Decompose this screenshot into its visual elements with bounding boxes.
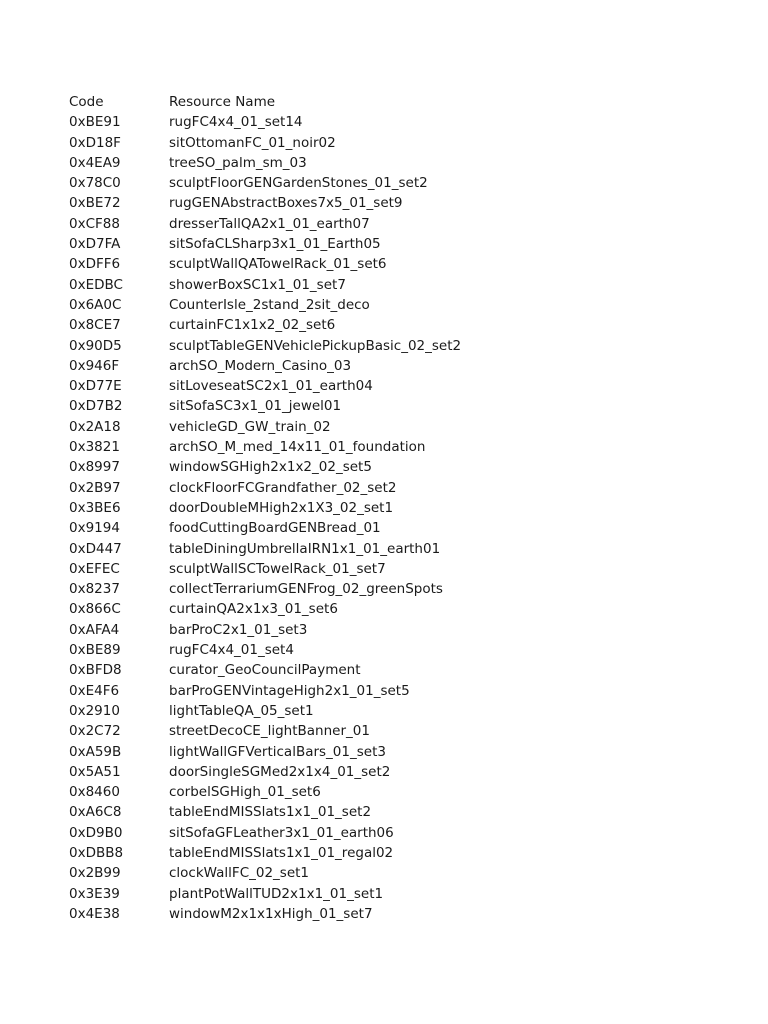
resource-name-cell: barProGENVintageHigh2x1_01_set5 xyxy=(169,682,410,699)
table-row xyxy=(69,884,669,904)
table-row xyxy=(69,234,669,254)
code-cell: 0x8460 xyxy=(69,784,120,801)
table-row xyxy=(69,254,669,274)
table-body xyxy=(69,112,669,924)
resource-name-cell: sculptWallQATowelRack_01_set6 xyxy=(169,256,387,273)
code-cell: 0xCF88 xyxy=(69,215,120,232)
code-cell: 0x78C0 xyxy=(69,175,121,192)
code-cell: 0xD7FA xyxy=(69,236,121,253)
code-cell: 0xEDBC xyxy=(69,276,123,293)
table-row xyxy=(69,823,669,843)
resource-name-cell: treeSO_palm_sm_03 xyxy=(169,154,307,171)
code-cell: 0xBE91 xyxy=(69,114,121,131)
table-row xyxy=(69,193,669,213)
table-row xyxy=(69,904,669,924)
table-row xyxy=(69,478,669,498)
resource-name-cell: windowM2x1x1xHigh_01_set7 xyxy=(169,905,373,922)
resource-name-cell: dresserTallQA2x1_01_earth07 xyxy=(169,215,370,232)
resource-name-cell: curator_GeoCouncilPayment xyxy=(169,662,361,679)
resource-name-cell: windowSGHigh2x1x2_02_set5 xyxy=(169,459,372,476)
table-row xyxy=(69,802,669,822)
code-cell: 0xDBB8 xyxy=(69,844,124,861)
code-cell: 0x8CE7 xyxy=(69,317,121,334)
table-row xyxy=(69,295,669,315)
code-cell: 0x3E39 xyxy=(69,885,120,902)
code-cell: 0x4EA9 xyxy=(69,154,121,171)
table-row xyxy=(69,214,669,234)
code-cell: 0xD9B0 xyxy=(69,824,123,841)
code-cell: 0x5A51 xyxy=(69,763,121,780)
resource-name-cell: showerBoxSC1x1_01_set7 xyxy=(169,276,346,293)
code-cell: 0x4E38 xyxy=(69,905,120,922)
code-cell: 0xD447 xyxy=(69,540,122,557)
document-page xyxy=(69,92,719,924)
resource-name-cell: archSO_M_med_14x11_01_foundation xyxy=(169,439,426,456)
column-header-code: Code xyxy=(69,94,104,110)
code-cell: 0x2A18 xyxy=(69,418,121,435)
table-row xyxy=(69,457,669,477)
resource-name-cell: doorSingleSGMed2x1x4_01_set2 xyxy=(169,763,391,780)
table-row xyxy=(69,843,669,863)
table-row xyxy=(69,701,669,721)
table-row xyxy=(69,396,669,416)
code-cell: 0x8237 xyxy=(69,581,120,598)
table-row xyxy=(69,681,669,701)
column-header-resource-name: Resource Name xyxy=(169,94,276,110)
resource-name-cell: barProC2x1_01_set3 xyxy=(169,621,308,638)
resource-name-cell: tableEndMISSlats1x1_01_regal02 xyxy=(169,844,394,861)
resource-table xyxy=(69,92,669,924)
table-row xyxy=(69,315,669,335)
code-cell: 0x2B99 xyxy=(69,865,121,882)
code-cell: 0xEFEC xyxy=(69,560,120,577)
header-row xyxy=(69,92,669,112)
resource-name-cell: foodCuttingBoardGENBread_01 xyxy=(169,520,381,537)
table-row xyxy=(69,518,669,538)
table-row xyxy=(69,742,669,762)
resource-name-cell: streetDecoCE_lightBanner_01 xyxy=(169,723,370,740)
table-row xyxy=(69,112,669,132)
table-header xyxy=(69,92,669,112)
code-cell: 0xBE72 xyxy=(69,195,121,212)
table-row xyxy=(69,579,669,599)
resource-name-cell: tableDiningUmbrellaIRN1x1_01_earth01 xyxy=(169,540,441,557)
table-row xyxy=(69,539,669,559)
table-row xyxy=(69,498,669,518)
table-row xyxy=(69,417,669,437)
resource-name-cell: rugFC4x4_01_set14 xyxy=(169,114,303,131)
resource-name-cell: archSO_Modern_Casino_03 xyxy=(169,357,352,374)
code-cell: 0x2910 xyxy=(69,702,120,719)
table-row xyxy=(69,153,669,173)
code-cell: 0x866C xyxy=(69,601,121,618)
code-cell: 0xD77E xyxy=(69,378,122,395)
code-cell: 0xE4F6 xyxy=(69,682,120,699)
resource-name-cell: clockWallFC_02_set1 xyxy=(169,865,310,882)
code-cell: 0x9194 xyxy=(69,520,120,537)
resource-name-cell: sculptTableGENVehiclePickupBasic_02_set2 xyxy=(169,337,462,354)
table-row xyxy=(69,173,669,193)
resource-name-cell: sitSofaSC3x1_01_jewel01 xyxy=(169,398,342,415)
table-row xyxy=(69,356,669,376)
code-cell: 0x6A0C xyxy=(69,296,122,313)
code-cell: 0xA59B xyxy=(69,743,122,760)
resource-name-cell: lightTableQA_05_set1 xyxy=(169,702,314,719)
code-cell: 0xD7B2 xyxy=(69,398,123,415)
resource-name-cell: plantPotWallTUD2x1x1_01_set1 xyxy=(169,885,384,902)
resource-name-cell: sculptWallSCTowelRack_01_set7 xyxy=(169,560,386,577)
table-row xyxy=(69,660,669,680)
table-row xyxy=(69,640,669,660)
code-cell: 0xBFD8 xyxy=(69,662,122,679)
code-cell: 0x90D5 xyxy=(69,337,122,354)
code-cell: 0xD18F xyxy=(69,134,121,151)
code-cell: 0xDFF6 xyxy=(69,256,121,273)
resource-name-cell: tableEndMISSlats1x1_01_set2 xyxy=(169,804,372,821)
table-row xyxy=(69,620,669,640)
resource-name-cell: lightWallGFVerticalBars_01_set3 xyxy=(169,743,386,760)
code-cell: 0x8997 xyxy=(69,459,120,476)
table-row xyxy=(69,275,669,295)
table-row xyxy=(69,762,669,782)
resource-name-cell: corbelSGHigh_01_set6 xyxy=(169,784,321,801)
table-row xyxy=(69,782,669,802)
resource-name-cell: CounterIsle_2stand_2sit_deco xyxy=(169,296,370,313)
code-cell: 0xBE89 xyxy=(69,642,121,659)
code-cell: 0x2B97 xyxy=(69,479,121,496)
table-row xyxy=(69,376,669,396)
table-row xyxy=(69,133,669,153)
resource-name-cell: doorDoubleMHigh2x1X3_02_set1 xyxy=(169,499,394,516)
table-row xyxy=(69,599,669,619)
resource-name-cell: rugGENAbstractBoxes7x5_01_set9 xyxy=(169,195,403,212)
table-row xyxy=(69,863,669,883)
resource-name-cell: sitSofaGFLeather3x1_01_earth06 xyxy=(169,824,394,841)
resource-name-cell: sitOttomanFC_01_noir02 xyxy=(169,134,336,151)
code-cell: 0x946F xyxy=(69,357,120,374)
resource-name-cell: collectTerrariumGENFrog_02_greenSpots xyxy=(169,581,443,598)
code-cell: 0x2C72 xyxy=(69,723,121,740)
resource-name-cell: curtainFC1x1x2_02_set6 xyxy=(169,317,336,334)
resource-name-cell: sitLoveseatSC2x1_01_earth04 xyxy=(169,378,373,395)
resource-name-cell: clockFloorFCGrandfather_02_set2 xyxy=(169,479,397,496)
resource-name-cell: vehicleGD_GW_train_02 xyxy=(169,418,331,435)
code-cell: 0xA6C8 xyxy=(69,804,122,821)
resource-name-cell: sitSofaCLSharp3x1_01_Earth05 xyxy=(169,236,381,253)
code-cell: 0xAFA4 xyxy=(69,621,120,638)
code-cell: 0x3BE6 xyxy=(69,499,121,516)
table-row xyxy=(69,336,669,356)
code-cell: 0x3821 xyxy=(69,439,120,456)
resource-name-cell: curtainQA2x1x3_01_set6 xyxy=(169,601,338,618)
table-row xyxy=(69,559,669,579)
table-row xyxy=(69,437,669,457)
table-row xyxy=(69,721,669,741)
resource-name-cell: rugFC4x4_01_set4 xyxy=(169,642,294,659)
resource-name-cell: sculptFloorGENGardenStones_01_set2 xyxy=(169,175,428,192)
